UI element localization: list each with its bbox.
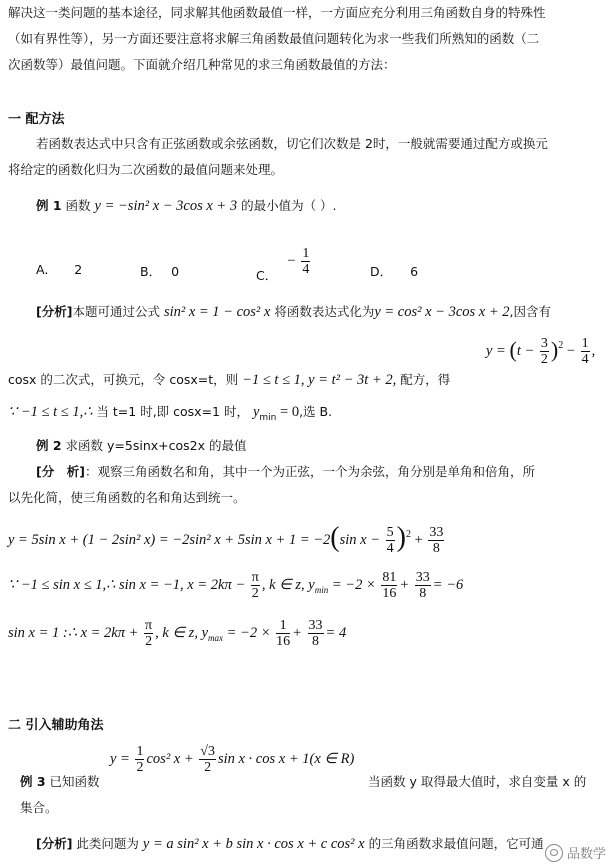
- option-d: [370, 262, 418, 280]
- intro-line-3: 次函数等）最值问题。下面就介绍几种常见的求三角函数最值的方法：: [8, 57, 396, 72]
- example-3-formula: y = $\frac{1}{2}$ cos² x + $\frac{√3}{2}$ sin x · cos x + 1(x ∈ R): [110, 744, 355, 775]
- analysis-1-line-2: [8, 370, 450, 389]
- equation-2: ∵ −1 ≤ sin x ≤ 1,∴ sin x = −1, x = 2kπ − $\frac{\pi}{2}$ , k ∈ z, $y_{min} = -2$ × $\frac{81}{16}$ + $\frac{33}{8}$ = −6: [8, 570, 464, 601]
- wechat-icon: [545, 844, 563, 862]
- example-label: 例 1: [36, 198, 62, 213]
- analysis-formula: sin² x = 1 − cos² x: [163, 304, 271, 320]
- example-2: [36, 436, 246, 454]
- analysis-1-line-3: [8, 402, 332, 423]
- watermark-text: 品数学: [566, 847, 606, 862]
- option-b-label: B．: [140, 264, 162, 279]
- example-3: [20, 772, 100, 790]
- example-formula: y = −sin² x − 3cos x + 3: [94, 198, 238, 214]
- option-a-value: 2: [74, 262, 83, 277]
- option-c: [256, 238, 312, 284]
- example-text: 已知函数: [49, 774, 100, 789]
- section1-para-line-1: 若函数表达式中只含有正弦函数或余弦函数，切它们次数是 2时，一般就需要通过配方或换元: [36, 136, 548, 151]
- analysis-text: ,选 B.: [299, 404, 333, 419]
- section-heading-2: 二 引入辅助角法: [8, 718, 104, 733]
- example-3-text-2: 当函数 y 取得最大值时，求自变量 x 的: [368, 774, 587, 789]
- intro-line-2: （如有界性等），另一方面还要注意将求解三角函数最值问题转化为求一些我们所熟知的函数（二: [8, 31, 540, 46]
- option-b: [140, 262, 179, 280]
- option-d-value: 6: [410, 264, 419, 279]
- analysis-label: [分 析]: [36, 464, 85, 479]
- analysis-text: 本题可通过公式: [72, 304, 160, 319]
- vertex-form: y = (t − $\frac{3}{2}$ )$^2$ − $\frac{1}{4}$ ,: [486, 336, 596, 367]
- analysis-2-line-2: 以先化简，使三角函数的名和角达到统一。: [8, 490, 246, 505]
- section1-para-line-2: 将给定的函数化归为二次函数的最值问题来处理。: [8, 162, 284, 177]
- ymin-sub: min: [259, 413, 277, 423]
- analysis-1-line-1: [36, 302, 551, 321]
- analysis-formula: y = a sin² x + b sin x · cos x + c cos² x: [142, 836, 365, 852]
- ymin: y: [252, 404, 260, 420]
- analysis-text: 配方，得: [400, 372, 451, 387]
- example-text: 求函数 y=5sinx+cos2x 的最值: [65, 438, 247, 453]
- analysis-label: [分析]: [36, 836, 73, 851]
- equation-1: y = 5sin x + (1 − 2sin² x) = −2sin² x + 5sin x + 1 = −2(sin x − $\frac{5}{4}$ )$^2$ + $\frac{33}{8}$: [8, 522, 444, 557]
- option-c-fraction: $\frac{1}{4}$: [302, 245, 310, 277]
- analysis-2-line-1: [36, 462, 535, 480]
- ymin-value: = 0: [276, 404, 300, 420]
- option-b-value: 0: [171, 264, 180, 279]
- option-c-sign: −: [287, 252, 296, 269]
- analysis-formula: ∵ −1 ≤ t ≤ 1,∴: [8, 404, 93, 420]
- analysis-text: 将函数表达式化为: [274, 304, 375, 319]
- example-1: [36, 196, 337, 215]
- watermark: [545, 843, 606, 862]
- analysis-text: ,因含有: [509, 304, 551, 319]
- section-heading-1: 一 配方法: [8, 112, 65, 127]
- analysis-text: 当 t=1 时,即 cosx=1 时，: [96, 404, 249, 419]
- example-label: 例 3: [20, 774, 46, 789]
- example-3-text-3: 集合。: [20, 800, 58, 815]
- analysis-text: cosx 的二次式，可换元，令 cosx=t，则: [8, 372, 239, 387]
- analysis-text: 的三角函数求最值问题，它可通: [368, 836, 544, 851]
- option-a-label: A.: [36, 262, 49, 277]
- example-prefix: 函数: [65, 198, 91, 213]
- option-a: [36, 262, 82, 277]
- analysis-formula: −1 ≤ t ≤ 1, y = t² − 3t + 2,: [242, 372, 397, 388]
- intro-line-1: 解决这一类问题的基本途径，同求解其他函数最值一样，一方面应充分利用三角函数自身的特殊性: [8, 5, 546, 20]
- analysis-formula: y = cos² x − 3cos x + 2: [374, 304, 510, 320]
- analysis-3: [36, 834, 544, 853]
- equation-3: sin x = 1 :∴ x = 2kπ + $\frac{\pi}{2}$ , k ∈ z, $y_{max} = -2$ × $\frac{1}{16}$ + $\frac{33}{8}$ = 4: [8, 618, 347, 649]
- option-d-label: D．: [370, 264, 393, 279]
- option-c-label: C．: [256, 268, 278, 283]
- analysis-text: ：观察三角函数名和角，其中一个为正弦，一个为余弦，角分别是单角和倍角，所: [84, 464, 535, 479]
- analysis-text: 此类问题为: [76, 836, 139, 851]
- example-suffix: 的最小值为（ ）.: [241, 198, 337, 213]
- example-label: 例 2: [36, 438, 62, 453]
- analysis-label: [分析]: [36, 304, 73, 319]
